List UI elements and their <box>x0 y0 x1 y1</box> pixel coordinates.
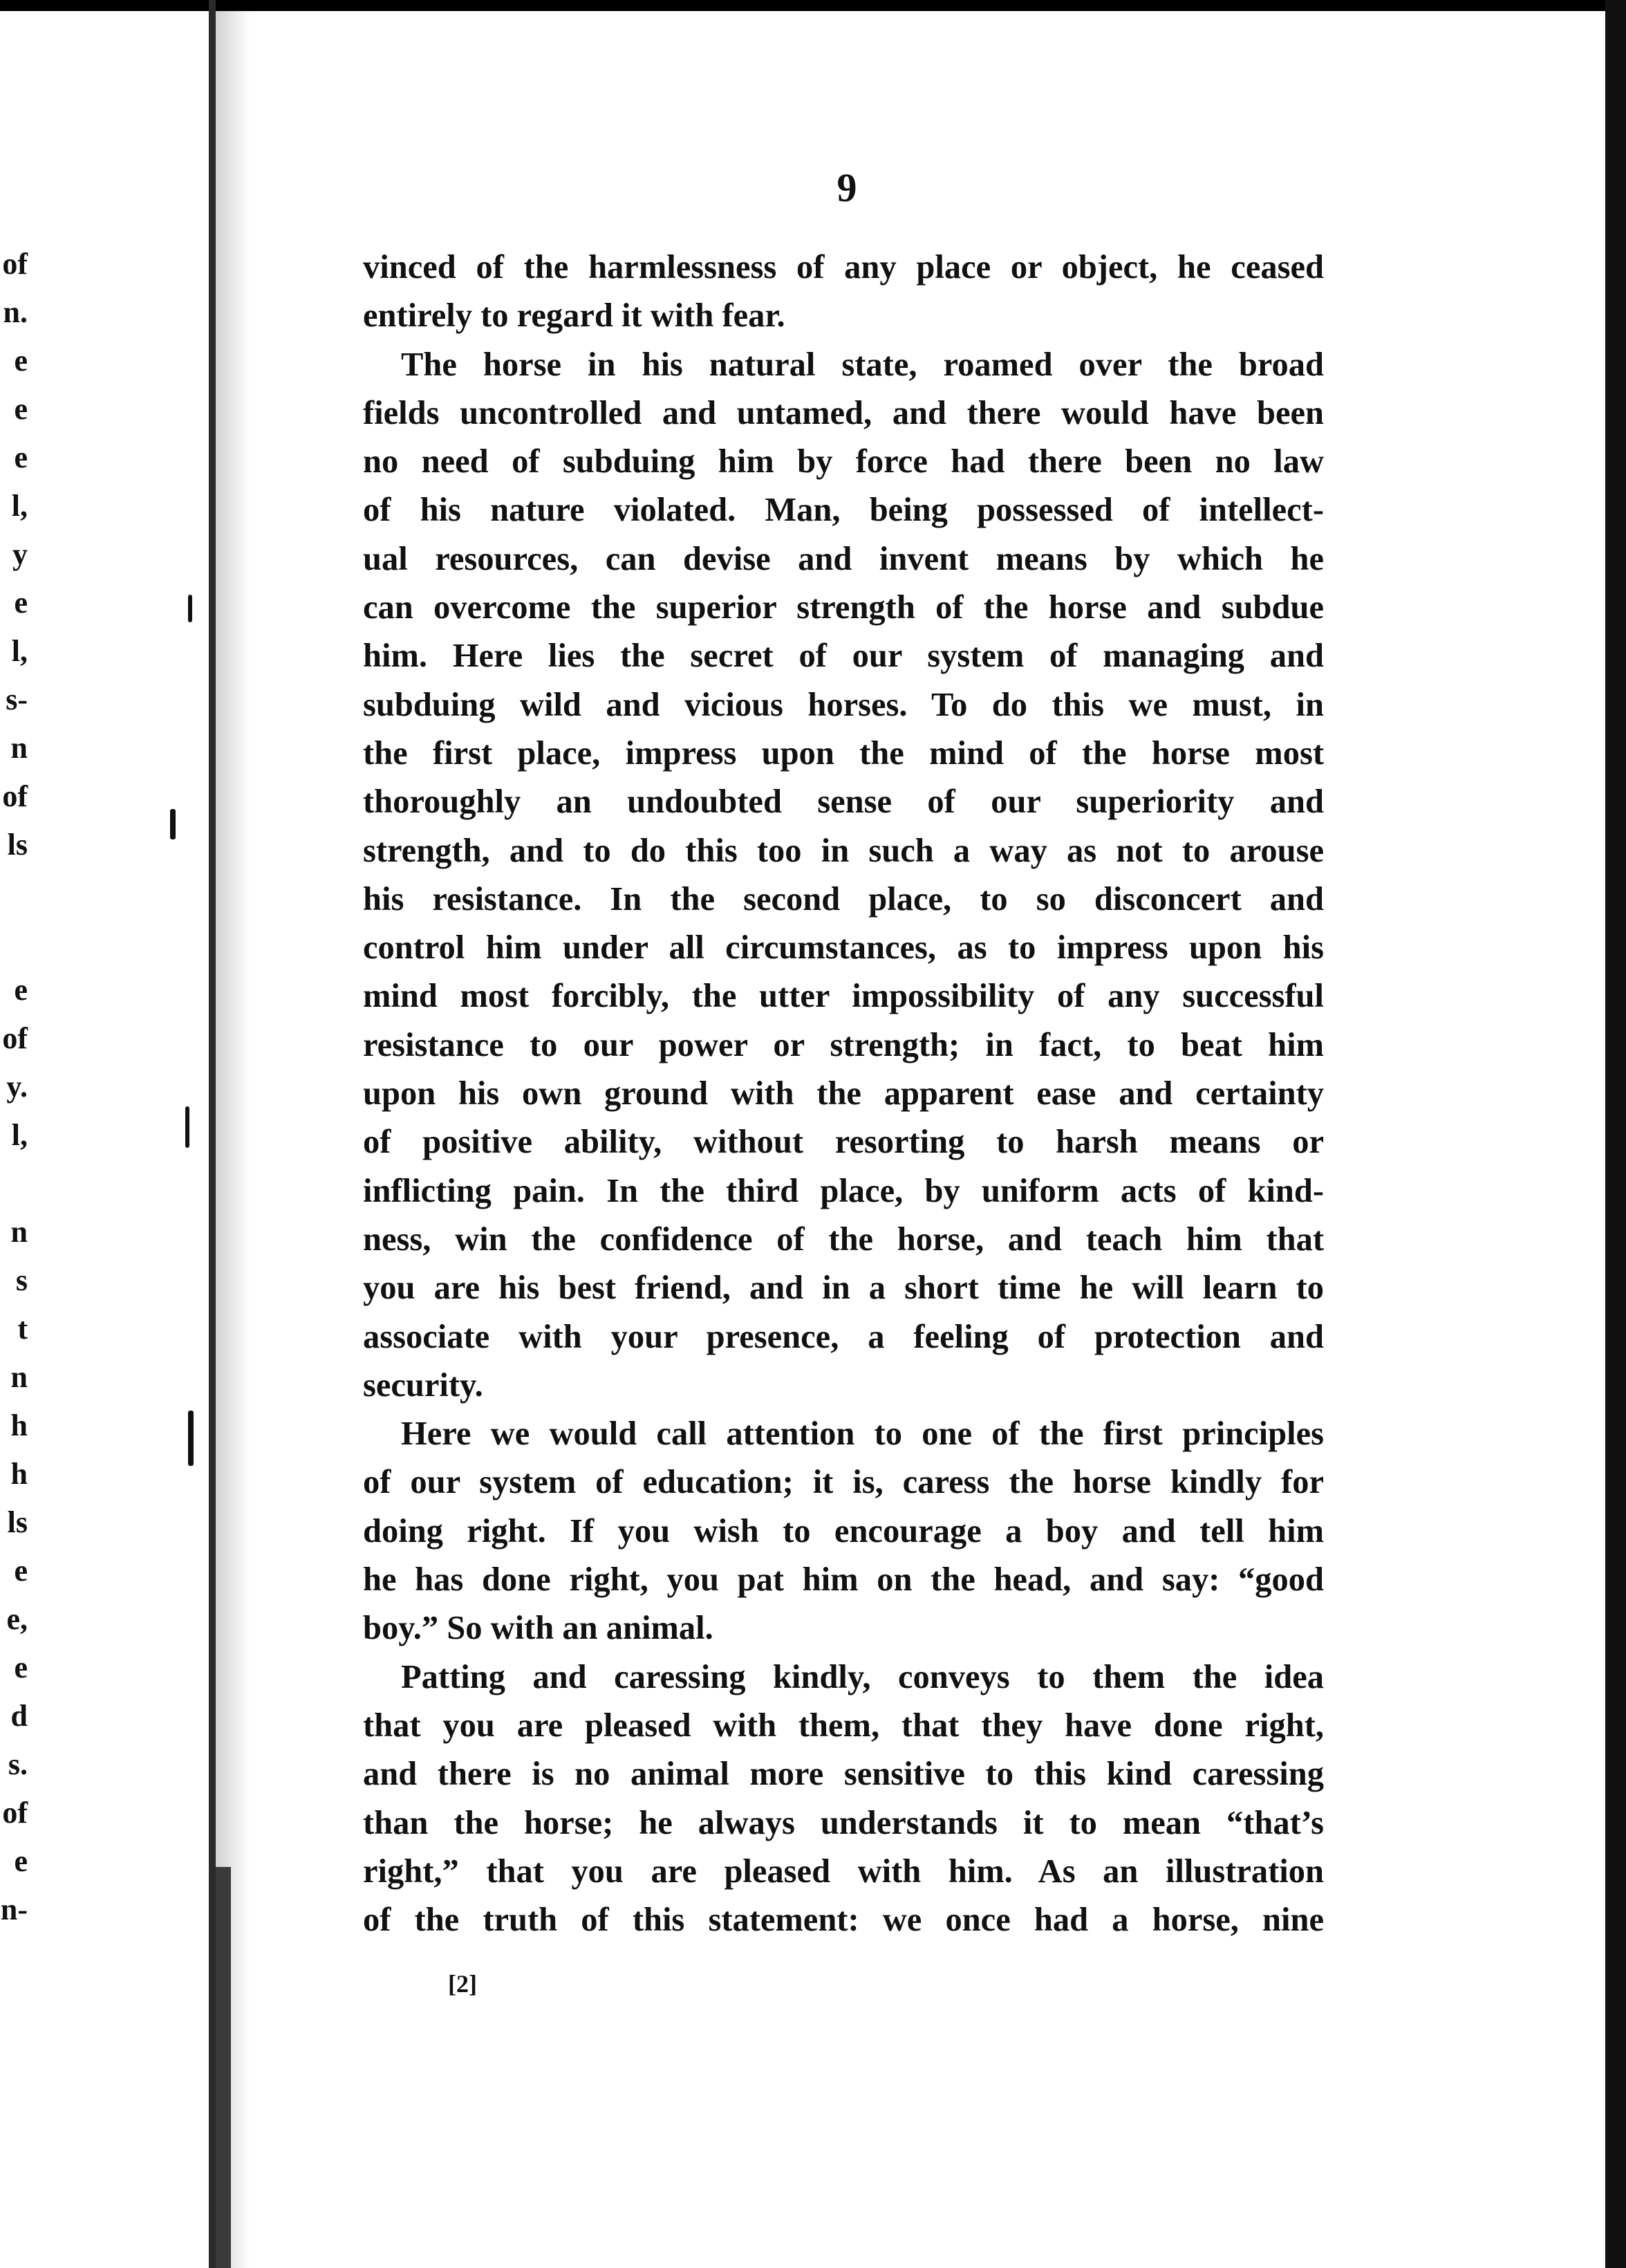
text-line: ness, win the confidence of the horse, and teach him that <box>363 1220 1324 1258</box>
text-line: strength, and to do this too in such a way as not to arouse <box>363 832 1324 869</box>
text-line: him. Here lies the secret of our system of managing and <box>363 638 1324 675</box>
text-line: right,” that you are pleased with him. As an illustration <box>363 1852 1324 1890</box>
left-page-fragment: y <box>12 537 28 571</box>
left-page-fragment: e <box>14 392 28 426</box>
paragraph-start-line: The horse in his natural state, roamed over the broad <box>401 346 1324 383</box>
text-line: can overcome the superior strength of the horse and subdue <box>363 589 1324 626</box>
ink-speck <box>188 595 192 622</box>
text-line: inflicting pain. In the third place, by uniform acts of kind- <box>363 1172 1324 1209</box>
text-line: that you are pleased with them, that they have done right, <box>363 1707 1324 1744</box>
left-page-fragment: e <box>14 440 28 474</box>
text-line: the first place, impress upon the mind of the horse most <box>363 734 1324 772</box>
left-page-fragment: e <box>14 1844 28 1878</box>
text-line: entirely to regard it with fear. <box>363 297 785 335</box>
ink-speck <box>185 1106 189 1148</box>
left-page-fragment: n <box>10 731 28 765</box>
text-line: security. <box>363 1366 483 1404</box>
text-line: ual resources, can devise and invent means by which he <box>363 540 1324 577</box>
left-page-fragment: l, <box>11 489 28 523</box>
page-number: 9 <box>837 165 857 210</box>
body-text <box>363 243 1324 1944</box>
text-line: thoroughly an undoubted sense of our superiority and <box>363 783 1324 821</box>
left-page-fragment: e, <box>6 1602 28 1636</box>
left-page-fragment: n <box>10 1360 28 1394</box>
ink-speck <box>170 809 176 839</box>
text-line: he has done right, you pat him on the head, and say: “good <box>363 1561 1324 1599</box>
left-page-fragment: s. <box>8 1747 28 1781</box>
text-line: subduing wild and vicious horses. To do this we must, in <box>363 686 1324 723</box>
paragraph-start-line: Patting and caressing kindly, conveys to them the idea <box>401 1658 1324 1695</box>
left-page-fragment: l, <box>11 1118 28 1152</box>
text-line: boy.” So with an animal. <box>363 1610 713 1647</box>
left-page-fragment: e <box>14 1651 28 1684</box>
text-line: of positive ability, without resorting to harsh means or <box>363 1124 1324 1161</box>
text-line: and there is no animal more sensitive to this kind caressing <box>363 1756 1324 1793</box>
text-line: upon his own ground with the apparent ease and certainty <box>363 1075 1324 1113</box>
left-page-fragment: e <box>14 586 28 620</box>
text-line: fields uncontrolled and untamed, and there would have been <box>363 394 1324 431</box>
left-page-fragment: ls <box>7 1505 28 1539</box>
left-page-fragment: of <box>2 1796 28 1830</box>
left-page-fragment: s <box>15 1263 28 1297</box>
text-line: control him under all circumstances, as to impress upon his <box>363 929 1324 967</box>
left-page-fragment: of <box>2 1021 28 1055</box>
text-line: resistance to our power or strength; in fact, to beat him <box>363 1026 1324 1063</box>
text-line: you are his best friend, and in a short time he will learn to <box>363 1270 1324 1307</box>
left-page-fragment: e <box>14 1554 28 1588</box>
text-line: of the truth of this statement: we once had a horse, nine <box>363 1902 1324 1939</box>
text-line: vinced of the harmlessness of any place or object, he ceased <box>363 249 1324 286</box>
left-page-fragment: e <box>14 344 28 378</box>
left-page-fragment: h <box>10 1409 28 1442</box>
left-page-fragment: l, <box>11 634 28 668</box>
left-page-fragment: ls <box>7 828 28 862</box>
left-page-fragment: n. <box>3 295 28 329</box>
left-page-fragment: e <box>14 973 28 1007</box>
text-line: his resistance. In the second place, to so disconcert and <box>363 880 1324 918</box>
text-line: than the horse; he always understands it to mean “that’s <box>363 1804 1324 1841</box>
text-line: of our system of education; it is, caress the horse kindly for <box>363 1464 1324 1501</box>
left-page-fragment: of <box>2 247 28 281</box>
text-line: no need of subduing him by force had there been no law <box>363 443 1324 481</box>
signature-mark: [2] <box>448 1970 477 1998</box>
left-page-fragment: s- <box>6 682 28 716</box>
left-page-fragment: t <box>17 1312 28 1346</box>
left-page-fragment: h <box>10 1457 28 1491</box>
text-line: mind most forcibly, the utter impossibility of any successful <box>363 978 1324 1015</box>
text-line: doing right. If you wish to encourage a boy and tell him <box>363 1512 1324 1550</box>
left-page-fragment: n- <box>0 1893 28 1926</box>
text-line: of his nature violated. Man, being possessed of intellect- <box>363 492 1324 529</box>
gutter-bottom-shadow <box>216 1867 231 2268</box>
left-page-fragment: y. <box>6 1070 28 1104</box>
ink-speck <box>188 1411 194 1466</box>
paragraph-start-line: Here we would call attention to one of the first principles <box>401 1415 1324 1453</box>
scan-right-border <box>1605 0 1626 2268</box>
text-line: associate with your presence, a feeling of protection and <box>363 1318 1324 1355</box>
left-page-fragment: n <box>10 1215 28 1249</box>
book-gutter <box>209 0 216 2268</box>
left-page-fragment: of <box>2 779 28 813</box>
left-page-fragment: d <box>10 1699 28 1733</box>
